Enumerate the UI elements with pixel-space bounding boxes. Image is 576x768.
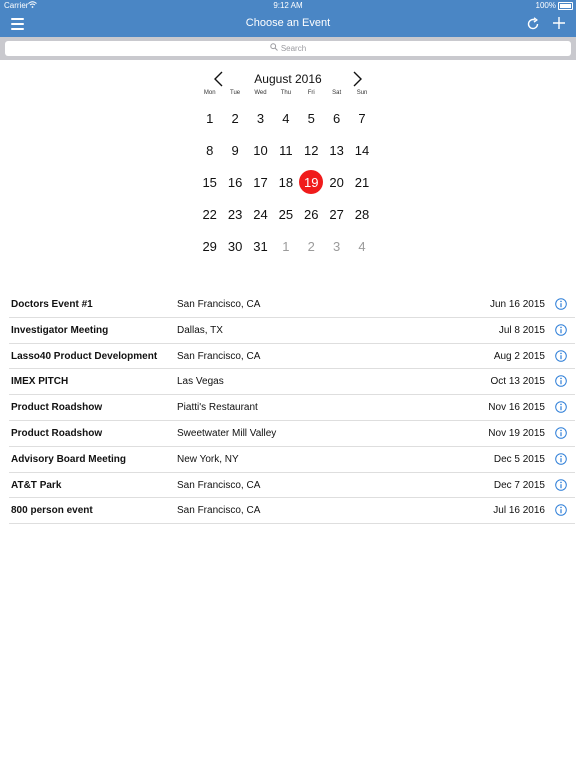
calendar-header xyxy=(0,70,576,88)
calendar-day[interactable] xyxy=(324,134,349,166)
calendar-day[interactable] xyxy=(248,102,273,134)
event-date: Nov 16 2015 xyxy=(488,402,545,414)
calendar-day-number: 3 xyxy=(333,238,341,254)
event-name: Doctors Event #1 xyxy=(11,299,93,310)
event-row[interactable] xyxy=(9,498,575,524)
calendar-day-number: 17 xyxy=(253,174,268,190)
calendar-day-number: 22 xyxy=(202,206,217,222)
calendar-days xyxy=(197,102,375,262)
event-row[interactable] xyxy=(9,369,575,395)
calendar-day[interactable] xyxy=(222,102,247,134)
calendar-day-number: 29 xyxy=(202,238,217,254)
weekday-label: Sun xyxy=(356,90,368,96)
calendar-day-number: 5 xyxy=(307,110,315,126)
info-icon[interactable] xyxy=(555,375,567,387)
calendar-day-number: 12 xyxy=(304,142,319,158)
calendar-day-number: 2 xyxy=(231,110,239,126)
calendar-day-number: 1 xyxy=(206,110,214,126)
calendar-day[interactable] xyxy=(273,166,298,198)
calendar-day[interactable] xyxy=(299,198,324,230)
calendar-day[interactable] xyxy=(197,198,222,230)
event-date: Jul 8 2015 xyxy=(498,324,545,336)
status-bar xyxy=(0,0,576,12)
event-date: Jul 16 2016 xyxy=(493,505,545,517)
calendar-day[interactable] xyxy=(324,102,349,134)
event-row[interactable] xyxy=(9,395,575,421)
calendar-day[interactable] xyxy=(222,134,247,166)
calendar-day[interactable] xyxy=(273,134,298,166)
search-placeholder: Search xyxy=(280,44,307,53)
event-name: 800 person event xyxy=(11,505,93,517)
calendar-day[interactable] xyxy=(349,166,374,198)
calendar-day-number: 24 xyxy=(253,206,268,222)
info-icon[interactable] xyxy=(555,324,567,336)
event-name: IMEX PITCH xyxy=(11,376,69,388)
event-location: New York, NY xyxy=(177,453,239,465)
weekday-label: Sat xyxy=(332,90,342,96)
calendar-day[interactable] xyxy=(349,102,374,134)
event-date: Dec 5 2015 xyxy=(493,453,545,465)
event-name: Advisory Board Meeting xyxy=(11,453,127,465)
event-row[interactable] xyxy=(9,447,575,473)
calendar-day[interactable] xyxy=(197,230,222,262)
calendar-day-number: 8 xyxy=(206,142,214,158)
event-date: Dec 7 2015 xyxy=(493,479,545,491)
event-row[interactable] xyxy=(9,318,575,344)
calendar-day[interactable] xyxy=(222,230,247,262)
info-icon[interactable] xyxy=(555,427,567,439)
calendar-day[interactable] xyxy=(273,198,298,230)
search-input[interactable] xyxy=(5,41,571,56)
calendar-day-number: 16 xyxy=(227,174,243,190)
calendar-day-number: 2 xyxy=(307,238,315,254)
calendar-day-number: 21 xyxy=(354,174,370,190)
calendar-day-number: 20 xyxy=(329,174,344,190)
calendar-day-number: 4 xyxy=(358,238,366,254)
event-row[interactable] xyxy=(9,421,575,447)
calendar-day-number: 4 xyxy=(282,110,290,126)
event-location: San Francisco, CA xyxy=(177,479,261,491)
info-icon[interactable] xyxy=(555,504,567,516)
calendar-day[interactable] xyxy=(349,134,374,166)
calendar-day-number: 18 xyxy=(278,174,294,190)
calendar-day-number: 31 xyxy=(253,238,268,254)
calendar-day-number: 7 xyxy=(358,110,366,126)
refresh-icon[interactable] xyxy=(526,17,540,31)
calendar-day[interactable] xyxy=(197,102,222,134)
calendar-day-number: 9 xyxy=(231,142,239,158)
calendar-day[interactable] xyxy=(324,230,349,262)
calendar-day[interactable] xyxy=(324,166,349,198)
event-row[interactable] xyxy=(9,292,575,318)
info-icon[interactable] xyxy=(555,453,567,465)
calendar-day[interactable] xyxy=(248,166,273,198)
calendar-day[interactable] xyxy=(222,198,247,230)
calendar-day-selected[interactable] xyxy=(299,166,324,198)
event-location: San Francisco, CA xyxy=(177,299,261,310)
weekday-label: Tue xyxy=(230,90,241,96)
calendar-day[interactable] xyxy=(248,198,273,230)
calendar-day[interactable] xyxy=(248,230,273,262)
event-date: Aug 2 2015 xyxy=(493,350,545,362)
calendar-day-number: 23 xyxy=(227,206,243,222)
event-row[interactable] xyxy=(9,344,575,370)
calendar-month-label: August 2016 xyxy=(254,72,322,86)
calendar-day[interactable] xyxy=(299,102,324,134)
info-icon[interactable] xyxy=(555,479,567,491)
event-name: Product Roadshow xyxy=(11,427,103,439)
event-location: San Francisco, CA xyxy=(177,505,261,517)
calendar-day-number: 28 xyxy=(354,206,370,222)
info-icon[interactable] xyxy=(555,350,567,362)
plus-icon[interactable] xyxy=(552,16,566,30)
info-icon[interactable] xyxy=(555,298,567,310)
calendar-day[interactable] xyxy=(349,198,374,230)
calendar-day[interactable] xyxy=(299,230,324,262)
event-location: San Francisco, CA xyxy=(177,350,261,362)
event-location: Piatti's Restaurant xyxy=(177,402,258,414)
weekday-label: Thu xyxy=(280,90,292,96)
weekday-label: Wed xyxy=(254,90,267,96)
calendar-day[interactable] xyxy=(248,134,273,166)
calendar-day-number: 1 xyxy=(282,238,290,254)
search-bar xyxy=(0,37,576,60)
event-location: Dallas, TX xyxy=(177,324,223,336)
calendar-day-number: 11 xyxy=(279,142,293,158)
calendar-day-number: 19 xyxy=(299,170,323,194)
calendar-day-number: 13 xyxy=(329,142,344,158)
info-icon[interactable] xyxy=(555,401,567,413)
event-date: Nov 19 2015 xyxy=(488,427,545,439)
calendar-day-number: 14 xyxy=(354,142,370,158)
status-time: 9:12 AM xyxy=(273,1,303,10)
calendar-day-number: 26 xyxy=(304,206,319,222)
event-location: Sweetwater Mill Valley xyxy=(177,427,277,439)
calendar-day[interactable] xyxy=(349,230,374,262)
event-row[interactable] xyxy=(9,473,575,499)
calendar-day-number: 10 xyxy=(253,142,268,158)
event-list xyxy=(9,292,575,524)
chevron-right-icon[interactable] xyxy=(350,70,364,88)
calendar-day[interactable] xyxy=(273,102,298,134)
battery-percent: 100% xyxy=(535,1,556,10)
calendar-day[interactable] xyxy=(324,198,349,230)
calendar-day[interactable] xyxy=(197,134,222,166)
event-name: AT&T Park xyxy=(11,479,62,491)
calendar-day-number: 25 xyxy=(278,206,294,222)
calendar-day-number: 15 xyxy=(202,174,217,190)
event-name: Product Roadshow xyxy=(11,402,103,414)
nav-bar xyxy=(0,12,576,37)
carrier-label: Carrier xyxy=(4,1,29,10)
event-name: Lasso40 Product Development xyxy=(11,350,158,362)
calendar-weekdays xyxy=(197,90,375,96)
weekday-label: Mon xyxy=(203,90,216,96)
calendar-day-number: 30 xyxy=(227,238,243,254)
calendar-day[interactable] xyxy=(222,166,247,198)
calendar-day[interactable] xyxy=(197,166,222,198)
event-location: Las Vegas xyxy=(177,376,224,388)
event-name: Investigator Meeting xyxy=(11,324,109,336)
event-date: Oct 13 2015 xyxy=(490,376,545,388)
search-icon xyxy=(270,41,278,56)
calendar-day-number: 3 xyxy=(256,110,265,126)
weekday-label: Fri xyxy=(307,90,315,96)
calendar-day[interactable] xyxy=(299,134,324,166)
battery-icon xyxy=(558,2,573,10)
calendar-day[interactable] xyxy=(273,230,298,262)
calendar-day-number: 27 xyxy=(329,206,344,222)
calendar-day-number: 6 xyxy=(333,110,341,126)
page-title: Choose an Event xyxy=(245,17,331,29)
event-date: Jun 16 2015 xyxy=(489,299,545,310)
